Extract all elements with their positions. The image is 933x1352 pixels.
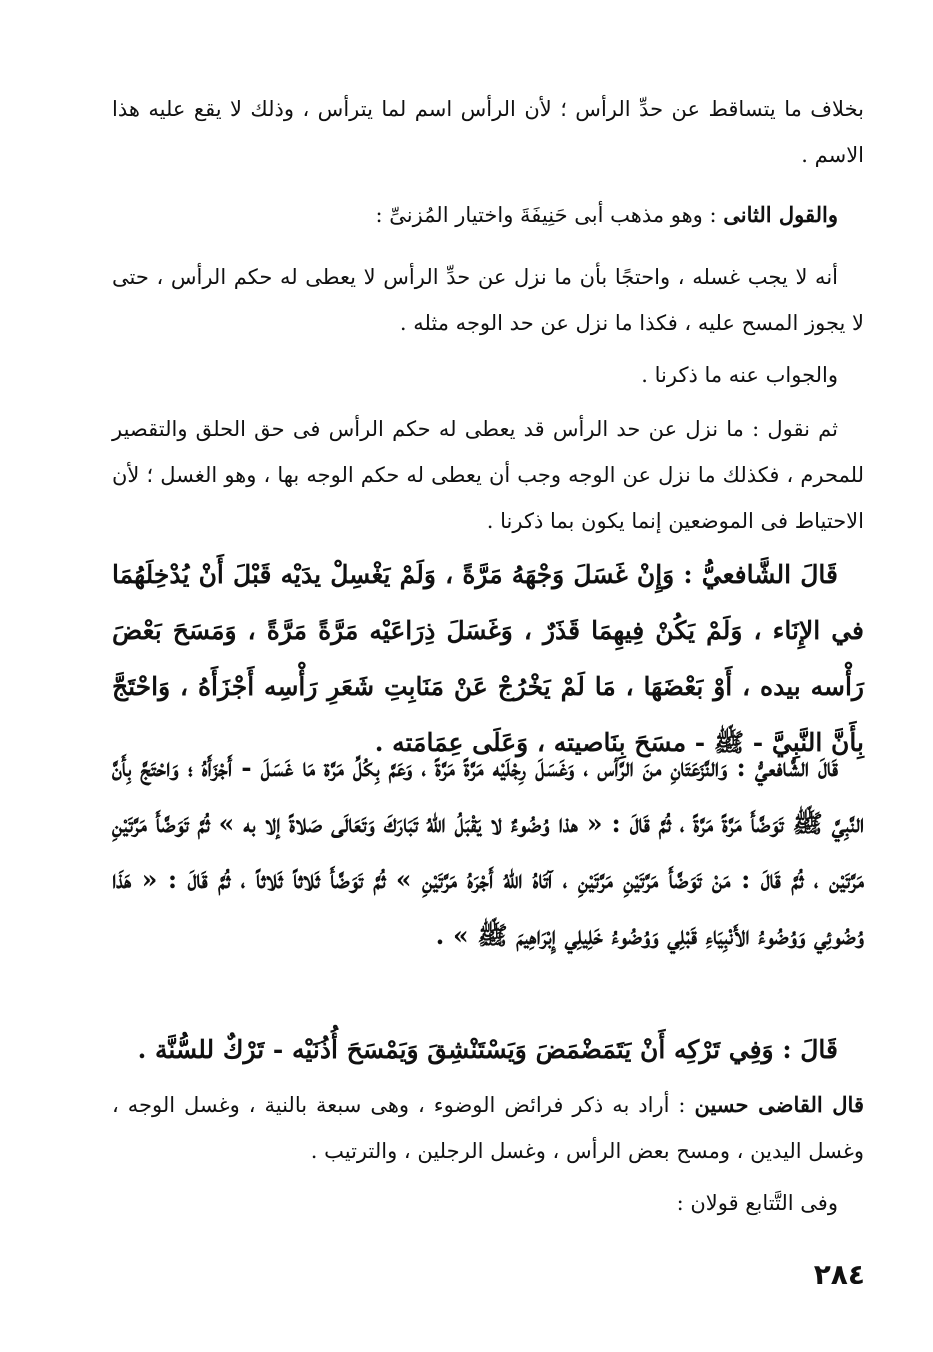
paragraph-commentary-1: بخلاف ما يتساقط عن حدِّ الرأس ؛ لأن الرأس اسم لما يترأس ، وذلك لا يقع عليه هذا الاسم . (112, 97, 864, 167)
paragraph-commentary-2: أنه لا يجب غسله ، واحتجًا بأن ما نزل عن حدِّ الرأس لا يعطى له حكم الرأس ، حتى لا يجوز المسح عليه ، فكذا ما نزل عن حد الوجه مثله . (112, 265, 864, 335)
paragraph-qadi-hussein (112, 1082, 864, 1174)
qadi-hussein-heading: قال القاضى حسين (694, 1092, 864, 1117)
paragraph-shafii-text-3: قَالَ : وَفِي تَرْكِه أَنْ يَتَمَضْمَضَ وَيَسْتَنْشِقَ وَيَمْسَحَ أُذُنَيْه - تَرْكٌ للسُّنَّة . (137, 1035, 838, 1064)
paragraph-commentary-3: ثم نقول : ما نزل عن حد الرأس قد يعطى له حكم الرأس فى حق الحلق والتقصير للمحرم ، فكذلك ما نزل عن الوجه وجب أن يعطى له حكم الوجه بها ، وهو الغسل ؛ لأن الاحتياط فى الموضعين إنما يكون بما ذكرنا . (112, 417, 864, 533)
second-opinion-heading: والقول الثانى (723, 202, 838, 227)
second-opinion-text: : وهو مذهب أبى حَنِيفَةَ واختيار المُزنىِّ : (375, 203, 724, 227)
paragraph-second-opinion (112, 192, 864, 238)
paragraph-shafii-text-1: قَالَ الشَّافعيُّ : وَإِنْ غَسَلَ وَجْهَهُ مَرَّةً ، وَلَمْ يَغْسِلْ يدَيْه قَبْلَ أَنْ يُدْخِلَهُمَا في الإِنَاء ، وَلَمْ يَكُنْ فِيهِمَا قَذَرٌ ، وَغَسَلَ ذِرَاعَيْه مَرَّةً مَرَّةً ، وَمَسَحَ بَعْضَ رَأْسه بيده ، أَوْ بَعْضَهَا ، مَا لَمْ يَخْرُجْ عَنْ مَنَابِتِ شَعَرِ رَأْسِه أَجْزَأَهُ ، وَاحْتَجَّ بِأَنَّ النَّبِيَّ - ﷺ - مسَحَ بِنَاصيته ، وَعَلَى عِمَامَته . (112, 560, 864, 757)
paragraph-answer: والجواب عنه ما ذكرنا . (641, 363, 838, 387)
qadi-hussein-text: : أراد به ذكر فرائض الوضوء ، وهى سبعة بالنية ، وغسل الوجه ، وغسل اليدين ، ومسح بعض الرأس ، وغسل الرجلين ، والترتيب . (112, 1093, 864, 1163)
paragraph-shafii-text-2: قَالَ الشَّافعيُّ : وَالنَّزَعَتَانِ منَ الرَّأس ، وَغَسَلَ رِجْلَيْه مَرَّةً مَرَّةً ، وَعَمَّ بِكُلِّ مَرَّة مَا غَسَلَ - أَجْزَأَهُ ؛ وَاحْتَجَّ بِأَنَّ النَّبِيَّ ﷺ تَوَضَّأَ مَرَّةً مَرَّةً ، ثُمَّ قَالَ : « هذا وُضُوءٌ لا يَقْبَلُ اللهُ تَبَارَكَ وَتَعَالَى صَلاةً إلا به » ثُمَّ تَوَضَّأَ مَرَّتَيْنِ مَرَّتَيْن ، ثُمَّ قَالَ : مَنْ تَوَضَّأَ مَرَّتَيْنِ مَرَّتَيْنِ ، آتَاهُ اللهُ أَجْرَهُ مَرَّتَيْنِ » ثُمَّ تَوَضَّأَ ثَلاثاً ثَلاثاً ، ثُمَّ قَالَ : « هَذَا وُضُوئِي وَوُضُوءُ الأَنْبِيَاءِ قَبْلِي وَوُضُوءُ خَلِيلِي إِبْرَاهِيمَ ﷺ » . (112, 753, 864, 950)
page-number: ٢٨٤ (813, 1258, 865, 1291)
paragraph-continuity: وفى التَّتابع قولان : (676, 1191, 838, 1215)
